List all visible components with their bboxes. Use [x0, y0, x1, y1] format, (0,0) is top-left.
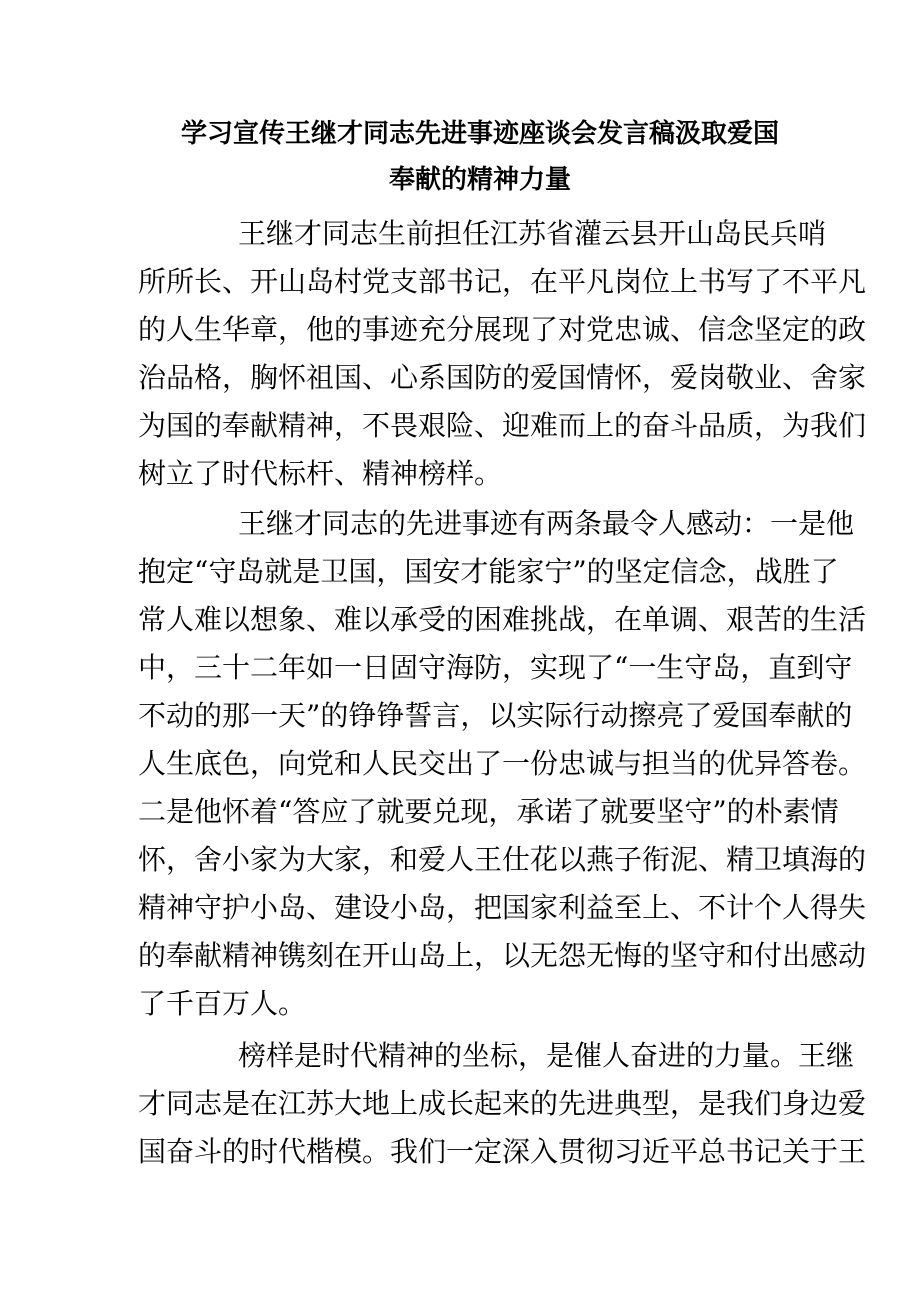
- document-title-line-1: 学习宣传王继才同志先进事迹座谈会发言稿汲取爱国: [180, 119, 779, 149]
- paragraph-1: [138, 210, 867, 498]
- paragraph-line: 的人生华章，他的事迹充分展现了对党忠诚、信念坚定的政: [138, 313, 867, 346]
- paragraph-line: 怀，舍小家为大家，和爱人王仕花以燕子衔泥、精卫填海的: [138, 843, 867, 876]
- document-title-line-2: 奉献的精神力量: [388, 165, 571, 195]
- paragraph-line: 不动的那一天”的铮铮誓言，以实际行动擦亮了爱国奉献的: [138, 699, 853, 732]
- paragraph-line: 二是他怀着“答应了就要兑现，承诺了就要坚守”的朴素情: [138, 795, 839, 828]
- paragraph-line: 王继才同志生前担任江苏省灌云县开山岛民兵哨: [238, 217, 827, 250]
- paragraph-line: 所所长、开山岛村党支部书记，在平凡岗位上书写了不平凡: [138, 265, 867, 298]
- paragraph-line: 树立了时代标杆、精神榜样。: [138, 457, 503, 490]
- paragraph-line: 了千百万人。: [138, 987, 307, 1020]
- paragraph-line: 的奉献精神镌刻在开山岛上，以无怨无悔的坚守和付出感动: [138, 939, 867, 972]
- paragraph-line: 精神守护小岛、建设小岛，把国家利益至上、不计个人得失: [138, 891, 867, 924]
- paragraph-line: 人生底色，向党和人民交出了一份忠诚与担当的优异答卷。: [138, 747, 867, 780]
- paragraph-line: 国奋斗的时代楷模。我们一定深入贯彻习近平总书记关于王: [138, 1135, 867, 1168]
- paragraph-line: 抱定“守岛就是卫国，国安才能家宁”的坚定信念，战胜了: [138, 555, 839, 588]
- paragraph-2: [138, 500, 867, 1028]
- paragraph-line: 为国的奉献精神，不畏艰险、迎难而上的奋斗品质，为我们: [138, 409, 867, 442]
- paragraph-line: 才同志是在江苏大地上成长起来的先进典型，是我们身边爱: [138, 1087, 867, 1120]
- paragraph-3: [138, 1032, 867, 1176]
- paragraph-line: 王继才同志的先进事迹有两条最令人感动：一是他: [238, 507, 855, 540]
- paragraph-line: 治品格，胸怀祖国、心系国防的爱国情怀，爱岗敬业、舍家: [138, 361, 867, 394]
- paragraph-line: 常人难以想象、难以承受的困难挑战，在单调、艰苦的生活: [138, 603, 867, 636]
- paragraph-line: 榜样是时代精神的坐标，是催人奋进的力量。王继: [238, 1039, 855, 1072]
- paragraph-line: 中，三十二年如一日固守海防，实现了“一生守岛，直到守: [138, 651, 853, 684]
